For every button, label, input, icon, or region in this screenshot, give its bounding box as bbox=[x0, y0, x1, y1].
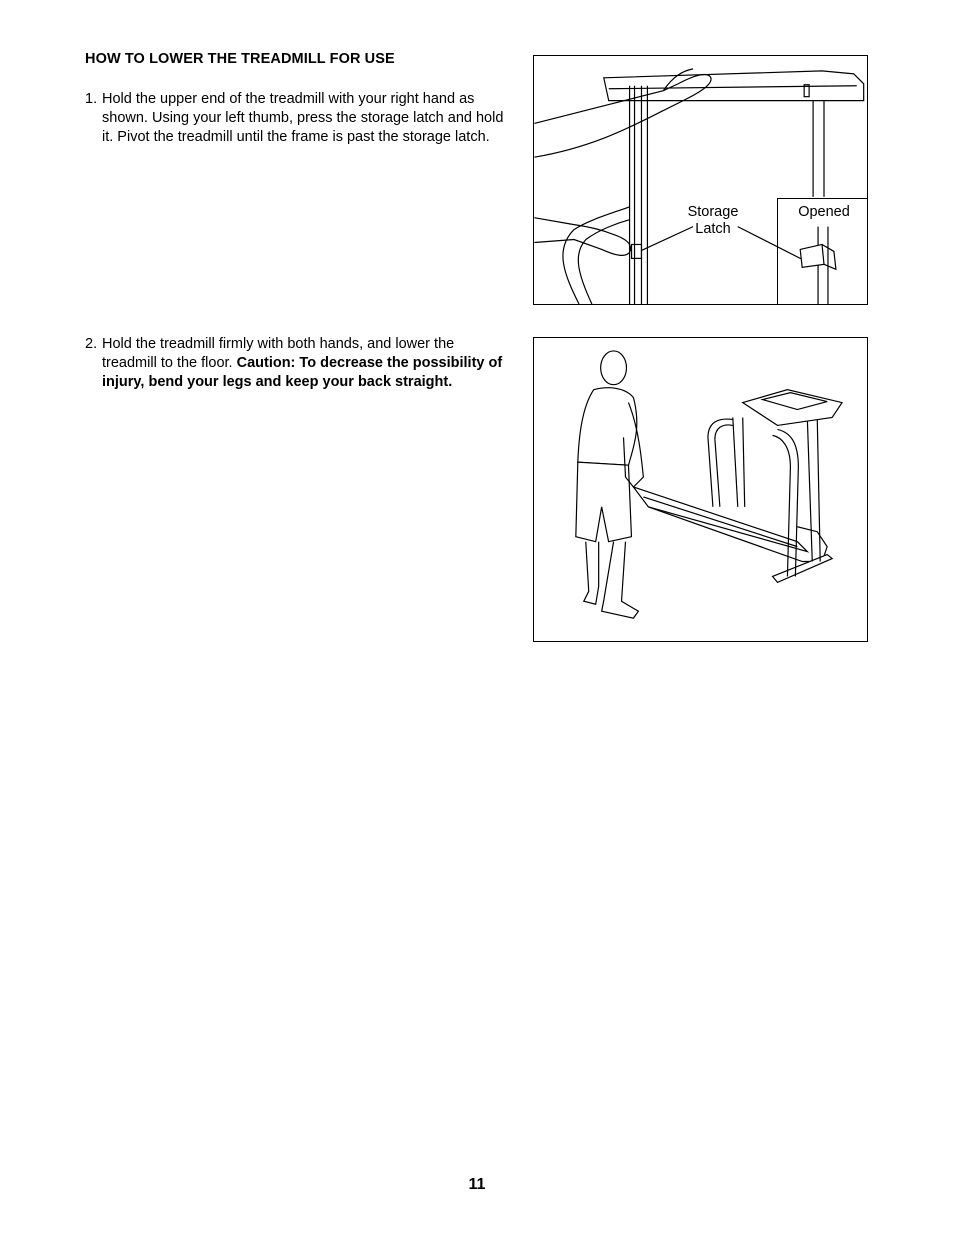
instruction-step-2 bbox=[85, 335, 510, 392]
step-number: 2. bbox=[85, 336, 98, 352]
caution-text: Caution: To decrease the possibility of injury, bend your legs and keep your back straight. bbox=[102, 355, 503, 390]
figure-storage-latch bbox=[533, 55, 868, 305]
opened-label: Opened bbox=[798, 204, 850, 220]
step-text bbox=[102, 335, 510, 392]
section-heading: HOW TO LOWER THE TREADMILL FOR USE bbox=[85, 51, 395, 67]
page-number: 11 bbox=[468, 1176, 486, 1193]
step-text: Hold the upper end of the treadmill with your right hand as shown. Using your left thumb, press the storage latch and hold it. Pivot the treadmill until the frame is past the storage latch. bbox=[102, 91, 504, 145]
figure-lowering-treadmill bbox=[533, 337, 868, 642]
step-number: 1. bbox=[85, 91, 98, 107]
instruction-step-1 bbox=[85, 90, 510, 147]
step-text-regular: Hold the treadmill firmly with both hands, and lower the treadmill to the floor. bbox=[102, 336, 455, 371]
storage-latch-label: Storage Latch bbox=[687, 204, 739, 237]
person-lowering-treadmill-illustration bbox=[534, 338, 867, 641]
